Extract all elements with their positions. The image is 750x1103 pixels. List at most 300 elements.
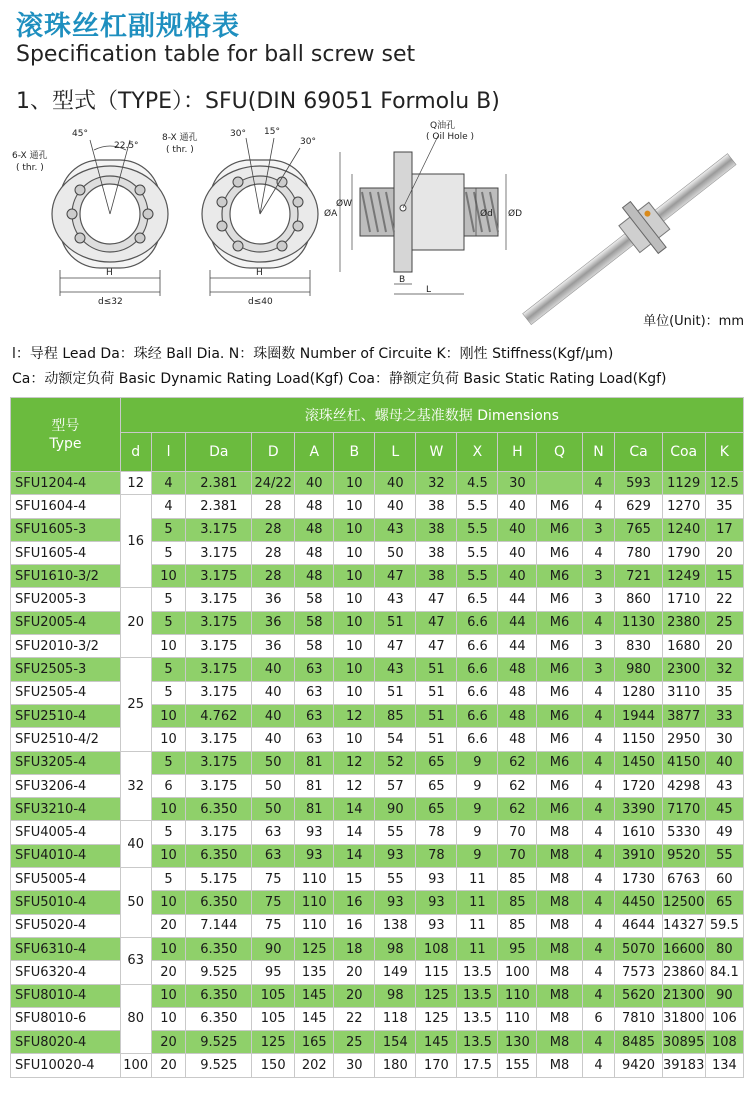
- column-header-a: A: [295, 433, 334, 472]
- ball-screw-image: [510, 156, 745, 326]
- cell-b: 25: [334, 1031, 375, 1054]
- page-title-cn: 滚珠丝杠副规格表: [16, 11, 240, 42]
- cell-model: SFU2510-4/2: [11, 728, 121, 751]
- dim-d-label: ØD: [508, 209, 523, 219]
- cell-x: 6.6: [457, 635, 498, 658]
- cell-coa: 39183: [662, 1054, 705, 1077]
- cell-model: SFU6310-4: [11, 937, 121, 960]
- cell-q: M6: [537, 565, 582, 588]
- cell-b: 16: [334, 914, 375, 937]
- cell-n: 4: [582, 611, 615, 634]
- type-header-en: Type: [49, 435, 82, 452]
- cell-l: 43: [375, 588, 416, 611]
- cell-coa: 5330: [662, 821, 705, 844]
- cell-w: 47: [416, 611, 457, 634]
- cell-model: SFU4005-4: [11, 821, 121, 844]
- type-header-cn: 型号: [51, 417, 80, 434]
- cell-l: 50: [375, 541, 416, 564]
- cell-h: 40: [498, 565, 537, 588]
- cell-n: 4: [582, 704, 615, 727]
- cell-n: 4: [582, 937, 615, 960]
- cell-b: 10: [334, 541, 375, 564]
- cell-l: 43: [375, 658, 416, 681]
- cell-a: 110: [295, 868, 334, 891]
- cell-coa: 9520: [662, 844, 705, 867]
- cell-h: 48: [498, 728, 537, 751]
- cell-da: 3.175: [186, 518, 252, 541]
- cell-w: 51: [416, 681, 457, 704]
- cell-coa: 21300: [662, 984, 705, 1007]
- cell-da: 6.350: [186, 937, 252, 960]
- cell-d: 24/22: [252, 472, 295, 495]
- cell-ca: 830: [615, 635, 662, 658]
- cell-l: 6: [151, 774, 186, 797]
- cell-q: M6: [537, 518, 582, 541]
- cell-q: M6: [537, 728, 582, 751]
- cell-n: 6: [582, 1007, 615, 1030]
- cell-q: M6: [537, 774, 582, 797]
- cell-d: 75: [252, 891, 295, 914]
- cell-h: 44: [498, 588, 537, 611]
- cell-k: 20: [705, 635, 743, 658]
- flange-drawing-right: [160, 120, 330, 310]
- cell-l: 51: [375, 681, 416, 704]
- flange-right-thr-label: ( thr. ): [166, 145, 194, 155]
- cell-w: 51: [416, 728, 457, 751]
- cell-h: 48: [498, 704, 537, 727]
- cell-b: 10: [334, 681, 375, 704]
- cell-l: 118: [375, 1007, 416, 1030]
- dim-a-label: ØA: [324, 209, 338, 219]
- table-row: [11, 984, 744, 1007]
- cell-h: 30: [498, 472, 537, 495]
- cell-w: 78: [416, 821, 457, 844]
- cell-b: 14: [334, 798, 375, 821]
- cell-w: 51: [416, 704, 457, 727]
- cell-l: 85: [375, 704, 416, 727]
- cell-b: 10: [334, 635, 375, 658]
- cell-a: 125: [295, 937, 334, 960]
- cell-l: 98: [375, 937, 416, 960]
- cell-l: 93: [375, 891, 416, 914]
- cell-x: 5.5: [457, 518, 498, 541]
- cell-q: M8: [537, 868, 582, 891]
- table-row: [11, 868, 744, 891]
- cell-x: 11: [457, 891, 498, 914]
- cell-l: 93: [375, 844, 416, 867]
- cell-ca: 780: [615, 541, 662, 564]
- flange-right-d-label: d≤40: [248, 297, 273, 307]
- cell-ca: 7810: [615, 1007, 662, 1030]
- cell-da: 3.175: [186, 611, 252, 634]
- cell-q: M8: [537, 914, 582, 937]
- dim-d-small-label: Ød: [480, 209, 493, 219]
- cell-n: 4: [582, 728, 615, 751]
- cell-d: 105: [252, 984, 295, 1007]
- cell-l: 52: [375, 751, 416, 774]
- cell-a: 145: [295, 1007, 334, 1030]
- column-header-d: d: [120, 433, 151, 472]
- cell-a: 81: [295, 798, 334, 821]
- cell-coa: 1710: [662, 588, 705, 611]
- cell-b: 12: [334, 751, 375, 774]
- cell-l: 10: [151, 635, 186, 658]
- cell-q: M6: [537, 635, 582, 658]
- cell-b: 10: [334, 518, 375, 541]
- column-header-w: W: [416, 433, 457, 472]
- cell-coa: 3877: [662, 704, 705, 727]
- cell-x: 6.6: [457, 681, 498, 704]
- cell-b: 16: [334, 891, 375, 914]
- cell-model: SFU3210-4: [11, 798, 121, 821]
- cell-h: 70: [498, 844, 537, 867]
- legend-line-1: l：导程 Lead Da：珠经 Ball Dia. N：珠圈数 Number of Circuite K：刚性 Stiffness(Kgf/μm): [12, 346, 614, 362]
- cell-da: 9.525: [186, 961, 252, 984]
- cell-coa: 23860: [662, 961, 705, 984]
- cell-h: 110: [498, 984, 537, 1007]
- cell-b: 30: [334, 1054, 375, 1077]
- cell-k: 15: [705, 565, 743, 588]
- cell-l: 5: [151, 588, 186, 611]
- cell-w: 65: [416, 774, 457, 797]
- cell-q: M6: [537, 611, 582, 634]
- cell-q: M6: [537, 798, 582, 821]
- cell-ca: 4450: [615, 891, 662, 914]
- cell-h: 40: [498, 495, 537, 518]
- cell-d: 150: [252, 1054, 295, 1077]
- cell-k: 33: [705, 704, 743, 727]
- cell-k: 22: [705, 588, 743, 611]
- cell-l: 40: [375, 472, 416, 495]
- cell-k: 43: [705, 774, 743, 797]
- cell-h: 62: [498, 798, 537, 821]
- cell-x: 13.5: [457, 984, 498, 1007]
- cell-n: 3: [582, 518, 615, 541]
- cell-b: 10: [334, 495, 375, 518]
- cell-w: 145: [416, 1031, 457, 1054]
- cell-da: 6.350: [186, 891, 252, 914]
- cell-x: 9: [457, 774, 498, 797]
- cell-k: 106: [705, 1007, 743, 1030]
- cell-l: 10: [151, 891, 186, 914]
- cell-k: 80: [705, 937, 743, 960]
- cell-h: 85: [498, 914, 537, 937]
- cell-model: SFU6320-4: [11, 961, 121, 984]
- cell-l: 5: [151, 518, 186, 541]
- cell-q: M8: [537, 1054, 582, 1077]
- cell-d: 25: [120, 658, 151, 751]
- cell-n: 4: [582, 984, 615, 1007]
- cell-w: 65: [416, 798, 457, 821]
- cell-ca: 1720: [615, 774, 662, 797]
- cell-x: 6.6: [457, 611, 498, 634]
- cell-a: 165: [295, 1031, 334, 1054]
- column-header-ca: Ca: [615, 433, 662, 472]
- cell-n: 4: [582, 891, 615, 914]
- cell-q: M8: [537, 937, 582, 960]
- cell-x: 13.5: [457, 1007, 498, 1030]
- cell-w: 115: [416, 961, 457, 984]
- cell-ca: 4644: [615, 914, 662, 937]
- cell-k: 35: [705, 681, 743, 704]
- cell-model: SFU2010-3/2: [11, 635, 121, 658]
- cell-x: 6.6: [457, 658, 498, 681]
- flange-right-holes-label: 8-X 通孔: [162, 133, 198, 143]
- cell-a: 110: [295, 914, 334, 937]
- cell-b: 20: [334, 961, 375, 984]
- cell-d: 63: [252, 821, 295, 844]
- cell-l: 10: [151, 937, 186, 960]
- cell-model: SFU1605-3: [11, 518, 121, 541]
- spec-table: [10, 397, 744, 1078]
- column-header-da: Da: [186, 433, 252, 472]
- cell-x: 9: [457, 751, 498, 774]
- cell-da: 6.350: [186, 984, 252, 1007]
- column-header-l: L: [375, 433, 416, 472]
- cell-l: 180: [375, 1054, 416, 1077]
- cell-w: 38: [416, 541, 457, 564]
- table-row: [11, 751, 744, 774]
- cell-h: 48: [498, 658, 537, 681]
- cell-n: 4: [582, 541, 615, 564]
- cell-k: 32: [705, 658, 743, 681]
- dim-b-label: B: [399, 275, 406, 285]
- cell-x: 17.5: [457, 1054, 498, 1077]
- cell-a: 40: [295, 472, 334, 495]
- flange-left-angle1: 45°: [72, 129, 88, 139]
- cell-l: 47: [375, 635, 416, 658]
- cell-l: 5: [151, 541, 186, 564]
- cell-model: SFU2510-4: [11, 704, 121, 727]
- cell-b: 14: [334, 844, 375, 867]
- cell-model: SFU5010-4: [11, 891, 121, 914]
- column-header-q: Q: [537, 433, 582, 472]
- cell-ca: 593: [615, 472, 662, 495]
- flange-drawing-left: [10, 120, 180, 310]
- cell-q: [537, 472, 582, 495]
- cell-d: 40: [120, 821, 151, 868]
- cell-n: 4: [582, 1031, 615, 1054]
- cell-w: 170: [416, 1054, 457, 1077]
- cell-b: 14: [334, 821, 375, 844]
- cell-d: 40: [252, 681, 295, 704]
- column-header-k: K: [705, 433, 743, 472]
- cell-n: 4: [582, 798, 615, 821]
- cell-h: 44: [498, 611, 537, 634]
- cell-n: 4: [582, 914, 615, 937]
- table-row: [11, 588, 744, 611]
- cell-h: 95: [498, 937, 537, 960]
- cell-l: 20: [151, 961, 186, 984]
- cell-l: 98: [375, 984, 416, 1007]
- cell-w: 65: [416, 751, 457, 774]
- cell-coa: 2300: [662, 658, 705, 681]
- cell-d: 32: [120, 751, 151, 821]
- cell-k: 134: [705, 1054, 743, 1077]
- cell-h: 40: [498, 541, 537, 564]
- cell-ca: 1450: [615, 751, 662, 774]
- cell-x: 9: [457, 798, 498, 821]
- cell-k: 55: [705, 844, 743, 867]
- cell-l: 149: [375, 961, 416, 984]
- cell-da: 3.175: [186, 681, 252, 704]
- cell-x: 9: [457, 821, 498, 844]
- cell-ca: 1130: [615, 611, 662, 634]
- cell-w: 125: [416, 984, 457, 1007]
- cell-coa: 6763: [662, 868, 705, 891]
- cell-q: M8: [537, 844, 582, 867]
- cell-da: 4.762: [186, 704, 252, 727]
- cell-k: 108: [705, 1031, 743, 1054]
- cell-coa: 2380: [662, 611, 705, 634]
- cell-da: 7.144: [186, 914, 252, 937]
- cell-x: 6.6: [457, 728, 498, 751]
- cell-h: 44: [498, 635, 537, 658]
- cell-n: 4: [582, 495, 615, 518]
- cell-n: 3: [582, 588, 615, 611]
- oil-hole-label: Q油孔: [430, 121, 456, 131]
- cell-n: 4: [582, 1054, 615, 1077]
- cell-w: 47: [416, 635, 457, 658]
- type-header: [11, 398, 121, 472]
- cell-model: SFU8020-4: [11, 1031, 121, 1054]
- cell-q: M6: [537, 495, 582, 518]
- flange-right-angle2: 15°: [264, 127, 280, 137]
- cell-ca: 8485: [615, 1031, 662, 1054]
- cell-model: SFU5005-4: [11, 868, 121, 891]
- cell-k: 84.1: [705, 961, 743, 984]
- cell-k: 25: [705, 611, 743, 634]
- cell-ca: 721: [615, 565, 662, 588]
- cell-l: 138: [375, 914, 416, 937]
- cell-q: M6: [537, 588, 582, 611]
- cell-da: 3.175: [186, 658, 252, 681]
- cell-d: 50: [252, 774, 295, 797]
- cell-q: M6: [537, 751, 582, 774]
- cell-b: 10: [334, 588, 375, 611]
- cell-coa: 1270: [662, 495, 705, 518]
- cell-d: 36: [252, 635, 295, 658]
- cell-da: 6.350: [186, 798, 252, 821]
- cell-k: 30: [705, 728, 743, 751]
- table-row: [11, 1054, 744, 1077]
- cell-l: 10: [151, 984, 186, 1007]
- cell-ca: 1610: [615, 821, 662, 844]
- cell-l: 54: [375, 728, 416, 751]
- cell-h: 70: [498, 821, 537, 844]
- technical-drawing: [0, 116, 750, 316]
- cell-w: 93: [416, 891, 457, 914]
- cell-da: 3.175: [186, 541, 252, 564]
- cell-n: 4: [582, 844, 615, 867]
- cell-n: 4: [582, 961, 615, 984]
- spec-table-body: [11, 472, 744, 1078]
- flange-left-h-label: H: [106, 268, 113, 278]
- cell-d: 50: [252, 751, 295, 774]
- cell-b: 15: [334, 868, 375, 891]
- cell-x: 6.5: [457, 588, 498, 611]
- cell-da: 2.381: [186, 495, 252, 518]
- cell-a: 145: [295, 984, 334, 1007]
- cell-l: 5: [151, 611, 186, 634]
- cell-a: 63: [295, 704, 334, 727]
- cell-model: SFU2005-3: [11, 588, 121, 611]
- cell-d: 40: [252, 728, 295, 751]
- cell-h: 155: [498, 1054, 537, 1077]
- cell-model: SFU3206-4: [11, 774, 121, 797]
- cell-da: 2.381: [186, 472, 252, 495]
- cell-ca: 1730: [615, 868, 662, 891]
- cell-model: SFU3205-4: [11, 751, 121, 774]
- cell-d: 40: [252, 658, 295, 681]
- cell-model: SFU1604-4: [11, 495, 121, 518]
- cell-l: 57: [375, 774, 416, 797]
- cell-l: 47: [375, 565, 416, 588]
- cell-ca: 629: [615, 495, 662, 518]
- cell-h: 62: [498, 774, 537, 797]
- cell-b: 10: [334, 658, 375, 681]
- cell-ca: 1150: [615, 728, 662, 751]
- column-header-d: D: [252, 433, 295, 472]
- cell-l: 4: [151, 495, 186, 518]
- cell-coa: 31800: [662, 1007, 705, 1030]
- cell-a: 58: [295, 588, 334, 611]
- cell-k: 59.5: [705, 914, 743, 937]
- cell-a: 93: [295, 821, 334, 844]
- cell-q: M6: [537, 541, 582, 564]
- cell-k: 35: [705, 495, 743, 518]
- cell-ca: 5620: [615, 984, 662, 1007]
- cell-a: 58: [295, 611, 334, 634]
- cell-q: M8: [537, 821, 582, 844]
- flange-right-angle3: 30°: [300, 137, 316, 147]
- cell-ca: 9420: [615, 1054, 662, 1077]
- cell-l: 90: [375, 798, 416, 821]
- type-line: 1、型式（TYPE）：SFU(DIN 69051 Formolu B): [16, 89, 500, 114]
- cell-k: 45: [705, 798, 743, 821]
- cell-h: 130: [498, 1031, 537, 1054]
- cell-da: 3.175: [186, 588, 252, 611]
- nut-side-drawing: [320, 116, 523, 301]
- cell-q: M6: [537, 704, 582, 727]
- cell-q: M8: [537, 961, 582, 984]
- cell-a: 93: [295, 844, 334, 867]
- cell-model: SFU1610-3/2: [11, 565, 121, 588]
- cell-model: SFU1605-4: [11, 541, 121, 564]
- cell-k: 20: [705, 541, 743, 564]
- cell-b: 10: [334, 565, 375, 588]
- cell-l: 55: [375, 868, 416, 891]
- column-header-x: X: [457, 433, 498, 472]
- cell-l: 20: [151, 1054, 186, 1077]
- cell-n: 4: [582, 774, 615, 797]
- cell-l: 51: [375, 611, 416, 634]
- cell-x: 13.5: [457, 961, 498, 984]
- table-row: [11, 821, 744, 844]
- cell-q: M6: [537, 681, 582, 704]
- cell-w: 38: [416, 565, 457, 588]
- cell-ca: 1944: [615, 704, 662, 727]
- cell-coa: 30895: [662, 1031, 705, 1054]
- cell-l: 10: [151, 844, 186, 867]
- cell-model: SFU2005-4: [11, 611, 121, 634]
- cell-h: 100: [498, 961, 537, 984]
- cell-ca: 7573: [615, 961, 662, 984]
- cell-n: 4: [582, 472, 615, 495]
- cell-d: 50: [252, 798, 295, 821]
- cell-q: M8: [537, 891, 582, 914]
- cell-d: 40: [252, 704, 295, 727]
